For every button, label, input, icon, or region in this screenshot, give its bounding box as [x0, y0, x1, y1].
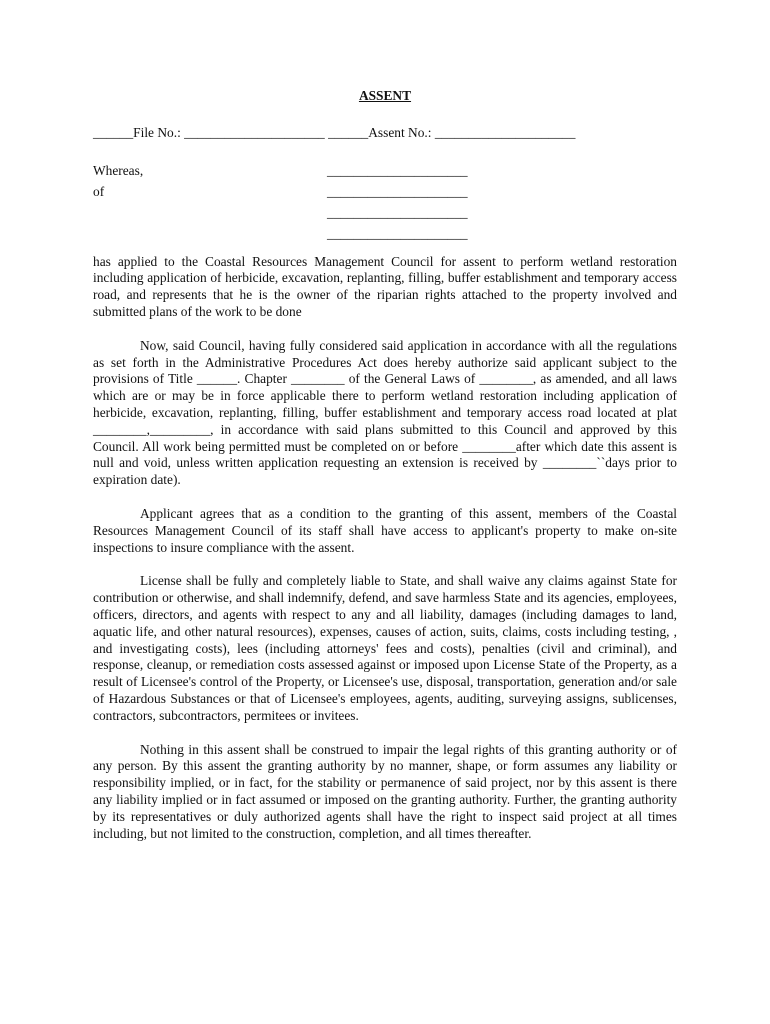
paragraph-application: has applied to the Coastal Resources Management Council for assent to perform wetland restoration including application of herbicide, excavation, replanting, filling, buffer establishment and temporary access road, and represents that he is the owner of the riparian rights attached to the property involved and submitted plans of the work to be done — [93, 253, 677, 319]
file-assent-number-line: ______File No.: _____________________ ______Assent No.: _____________________ — [93, 124, 576, 140]
paragraph-authorization: Now, said Council, having fully considered said application in accordance with all the regulations as set forth in the Administrative Procedures Act does hereby authorize said applicant subject to the provisions of Title ______. Chapter ________ of the General Laws of ________, as amended, and all laws which are or may be in force applicable there to perform wetland restoration including application of herbicide, excavation, replanting, filling, buffer establishment and temporary access road located at plat ________,_________, in accordance with said plans submitted to this Council and approved by this Council. All work being permitted must be completed on or before ________after which date this assent is null and void, unless written application requesting an extension is received by ________``days prior to expiration date). — [93, 337, 677, 488]
blank-lines — [327, 160, 468, 244]
document-page — [93, 88, 677, 859]
blank-line: _____________________ — [327, 183, 468, 199]
whereas-label: Whereas, — [93, 162, 144, 178]
paragraph-inspection-access: Applicant agrees that as a condition to the granting of this assent, members of the Coastal Resources Management Council of its staff shall have access to applicant's property to make on-site inspections to insure compliance with the assent. — [93, 505, 677, 555]
whereas-block — [93, 160, 677, 244]
blank-line: _____________________ — [327, 225, 468, 241]
blank-line: _____________________ — [327, 162, 468, 178]
paragraph-legal-rights: Nothing in this assent shall be construed to impair the legal rights of this granting authority or of any person. By this assent the granting authority by no manner, shape, or form assumes any liability or responsibility implied, or in fact, for the stability or permanence of said project, nor by this assent is there any liability implied or in fact assumed or imposed on the granting authority. Further, the granting authority by its representatives or duly authorized agents shall have the right to inspect said project at all times including, but not limited to the construction, completion, and all times thereafter. — [93, 741, 677, 841]
blank-line: _____________________ — [327, 204, 468, 220]
of-label: of — [93, 183, 105, 199]
whereas-labels — [93, 160, 143, 202]
document-title: ASSENT — [358, 88, 412, 103]
paragraph-liability: License shall be fully and completely liable to State, and shall waive any claims against State for contribution or otherwise, and shall indemnify, defend, and save harmless State and its agencies, employees, officers, directors, and agents with respect to any and all liability, damages (including damages to land, aquatic life, and other natural resources), expenses, causes of action, suits, claims, costs including testing, , and investigating costs), lees (including attorneys' fees and costs), penalties (civil and criminal), and response, cleanup, or remediation costs assessed against or imposed upon License State of the Property, as a result of Licensee's control of the Property, or Licensee's use, disposal, transportation, generation and/or sale of Hazardous Substances or that of Licensee's employees, agents, auditing, surveying assigns, sublicenses, contractors, subcontractors, permitees or invitees. — [93, 573, 677, 723]
